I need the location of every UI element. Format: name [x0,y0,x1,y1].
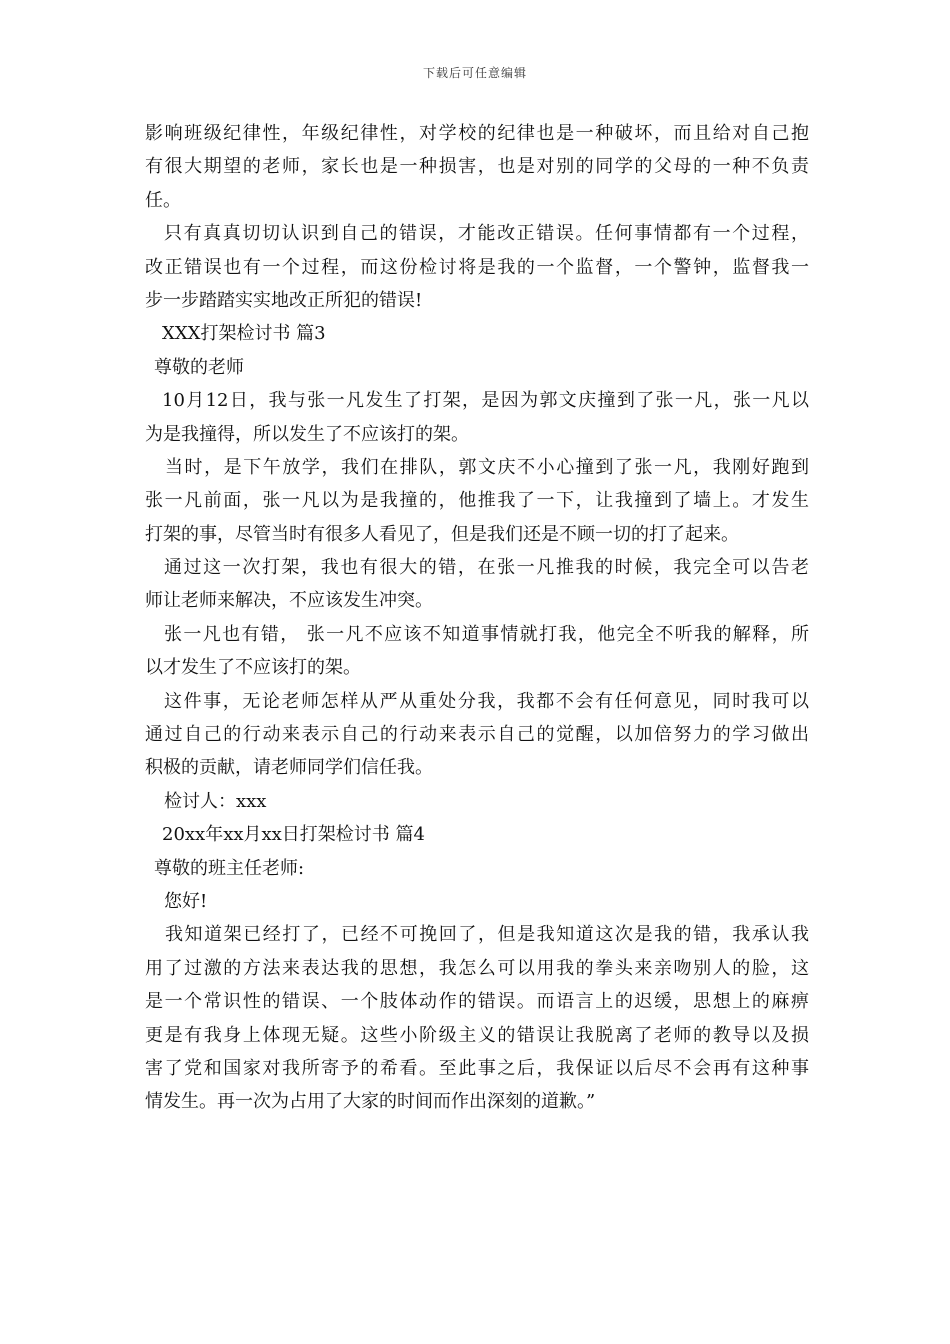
text-line: 20xx年xx月xx日打架检讨书 篇4 [162,824,425,846]
text-line: 张一凡也有错， 张一凡不应该不知道事情就打我，他完全不听我的解释，所 [164,623,809,645]
text-line: 通过这一次打架，我也有很大的错，在张一凡推我的时候，我完全可以告老 [164,557,809,579]
text-line: 步一步踏踏实实地改正所犯的错误! [145,289,423,311]
text-line: 张一凡前面，张一凡以为是我撞的，他推我了一下，让我撞到了墙上。才发生 [145,490,809,512]
text-line: 有很大期望的老师，家长也是一种损害，也是对别的同学的父母的一种不负责 [145,156,809,178]
text-line: 打架的事，尽管当时有很多人看见了，但是我们还是不顾一切的打了起来。 [145,523,739,545]
text-line: 是一个常识性的错误、一个肢体动作的错误。而语言上的迟缓，思想上的麻痹 [145,991,809,1013]
text-line: 积极的贡献，请老师同学们信任我。 [145,757,433,779]
text-line: 情发生。再一次为占用了大家的时间而作出深刻的道歉。” [145,1091,596,1113]
text-line: 更是有我身上体现无疑。这些小阶级主义的错误让我脱离了老师的教导以及损 [145,1024,809,1046]
text-line: 10月12日，我与张一凡发生了打架，是因为郭文庆撞到了张一凡，张一凡以 [162,390,809,412]
text-line: 当时，是下午放学，我们在排队，郭文庆不小心撞到了张一凡，我刚好跑到 [165,456,809,478]
text-line: 这件事，无论老师怎样从严从重处分我，我都不会有任何意见，同时我可以 [164,690,809,712]
text-line: 以才发生了不应该打的架。 [145,657,361,679]
text-line: 尊敬的班主任老师: [154,857,305,879]
text-line: 为是我撞得，所以发生了不应该打的架。 [145,423,469,445]
text-line: XXX打架检讨书 篇3 [162,323,326,345]
document-body [145,117,809,1119]
text-line: 用了过激的方法来表达我的思想，我怎么可以用我的拳头来亲吻别人的脸，这 [145,957,809,979]
text-line: 尊敬的老师 [154,356,244,378]
text-line: 您好! [164,890,208,912]
text-line: 通过自己的行动来表示自己的行动来表示自己的觉醒，以加倍努力的学习做出 [145,724,809,746]
text-line: 我知道架已经打了，已经不可挽回了，但是我知道这次是我的错，我承认我 [165,924,809,946]
text-line: 影响班级纪律性，年级纪律性，对学校的纪律也是一种破坏，而且给对自己抱 [145,123,809,144]
text-line: 害了党和国家对我所寄予的希看。至此事之后，我保证以后尽不会再有这种事 [145,1057,809,1079]
text-line: 检讨人：xxx [164,790,267,812]
text-line: 师让老师来解决，不应该发生冲突。 [145,590,433,612]
text-line: 改正错误也有一个过程，而这份检讨将是我的一个监督，一个警钟，监督我一 [145,256,809,278]
text-line: 只有真真切切认识到自己的错误，才能改正错误。任何事情都有一个过程， [164,223,809,245]
text-line: 任。 [145,189,181,211]
page-header: 下载后可任意编辑 [422,66,527,80]
